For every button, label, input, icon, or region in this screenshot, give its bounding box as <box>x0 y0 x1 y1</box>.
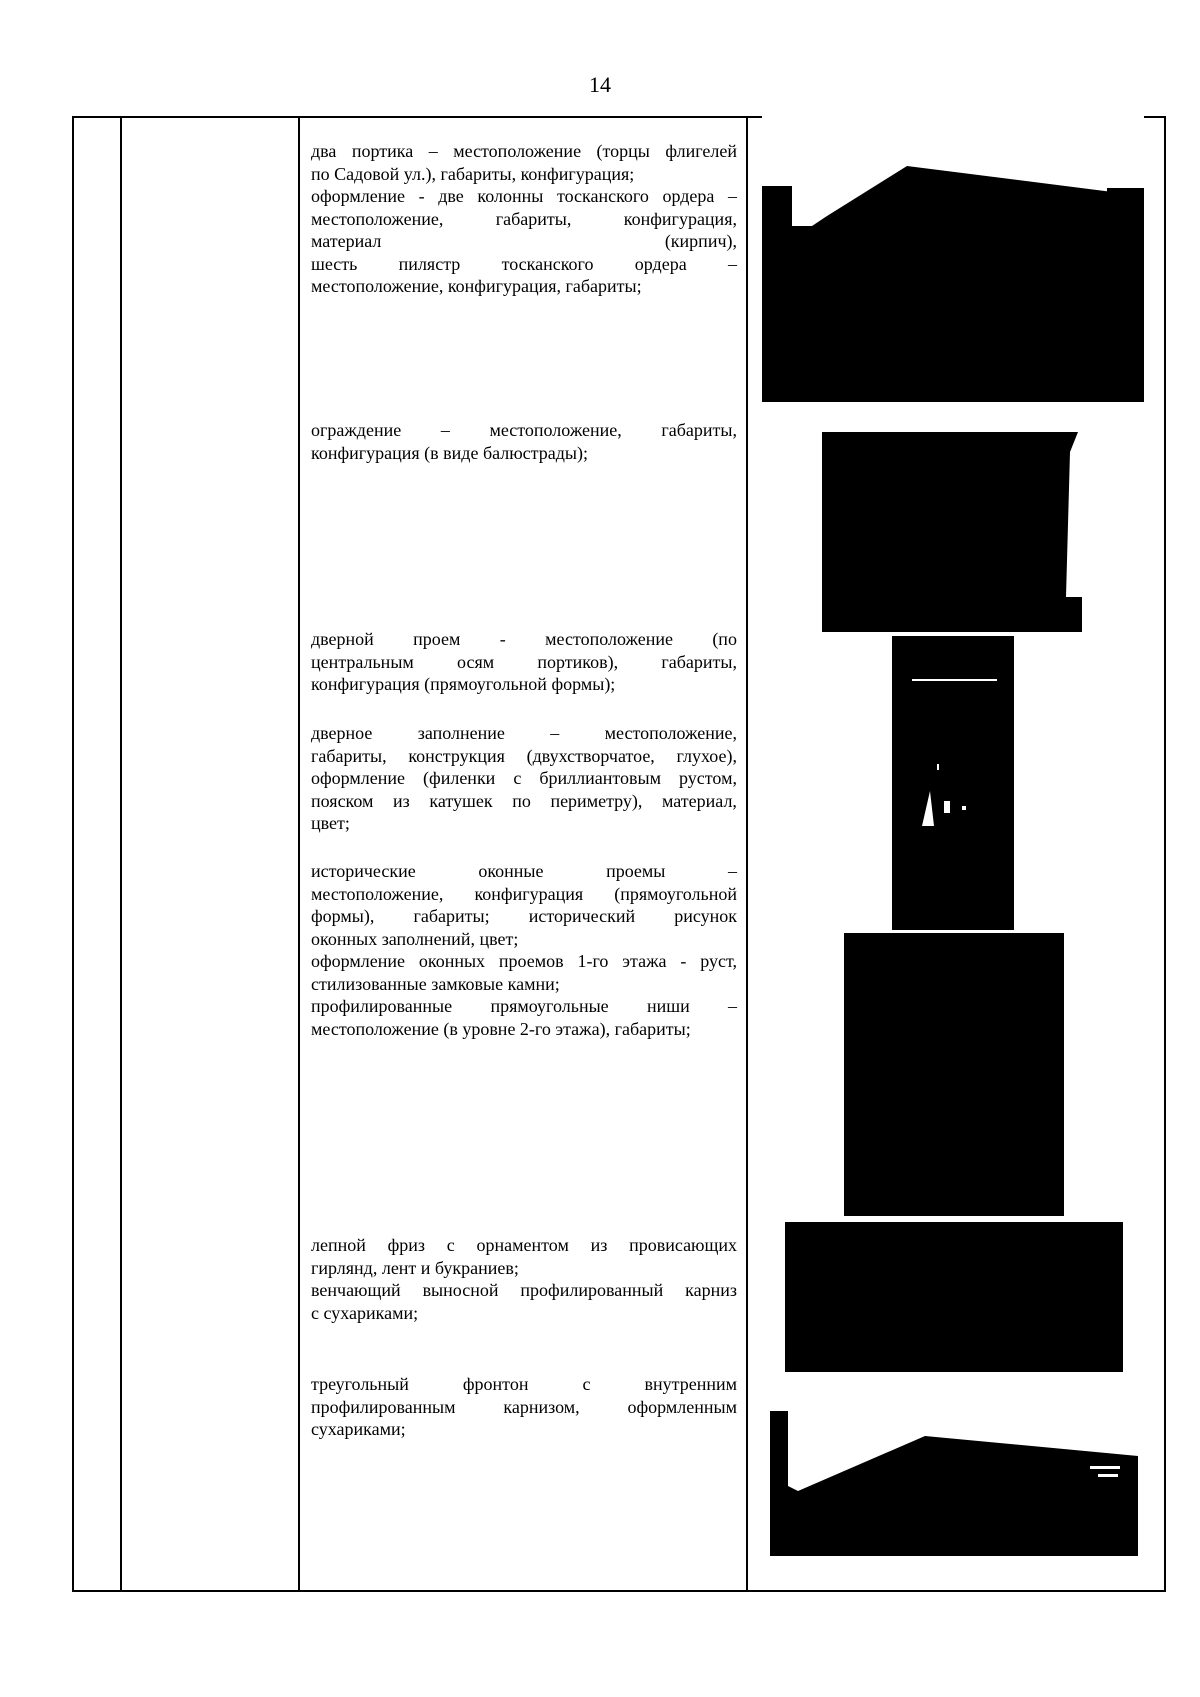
window-photo <box>844 933 1064 1216</box>
text-line: гирлянд, лент и букраниев; <box>311 1257 519 1278</box>
column-divider-3 <box>746 116 748 1592</box>
text-line: центральным осям портиков), габариты, <box>311 651 737 672</box>
text-line: шесть пилястр тосканского ордера – <box>311 253 737 274</box>
text-line: два портика – местоположение (торцы флигелей <box>311 141 737 161</box>
column-divider-1 <box>120 116 122 1592</box>
text-block-door-filling <box>311 722 737 835</box>
text-line: пояском из катушек по периметру), материал, <box>311 790 737 811</box>
text-line: цвет; <box>311 813 350 833</box>
text-block-fence <box>311 419 737 464</box>
text-line: треугольный фронтон с внутренним <box>311 1374 737 1394</box>
column-divider-2 <box>298 116 300 1592</box>
text-block-frieze <box>311 1234 737 1324</box>
pediment-photo <box>770 1376 1138 1556</box>
text-line: местоположение (в уровне 2-го этажа), габариты; <box>311 1018 691 1039</box>
text-line: стилизованные замковые камни; <box>311 973 560 994</box>
text-line: оформление - две колонны тосканского ордера – <box>311 186 737 206</box>
text-line: оконных заполнений, цвет; <box>311 928 519 949</box>
text-block-doorway <box>311 628 737 696</box>
text-line: ограждение – местоположение, габариты, <box>311 420 737 440</box>
text-line: конфигурация (прямоугольной формы); <box>311 674 616 694</box>
text-line: дверное заполнение – местоположение, <box>311 723 737 743</box>
text-line: местоположение, конфигурация, габариты; <box>311 276 642 296</box>
text-block-pediment <box>311 1373 737 1441</box>
text-line: дверной проем - местоположение (по <box>311 629 737 649</box>
text-line: лепной фриз с орнаментом из провисающих <box>311 1235 737 1255</box>
text-line: по Садовой ул.), габариты, конфигурация; <box>311 163 635 184</box>
door-photo <box>892 636 1014 930</box>
text-line: габариты, конструкция (двухстворчатое, глухое), <box>311 745 737 766</box>
text-line: венчающий выносной профилированный карниз <box>311 1280 737 1300</box>
text-block-porticos <box>311 140 737 298</box>
text-line: оформление оконных проемов 1-го этажа - руст, <box>311 951 737 971</box>
text-line: с сухариками; <box>311 1302 419 1323</box>
balustrade-photo <box>822 432 1082 632</box>
text-line: профилированным карнизом, оформленным <box>311 1396 737 1417</box>
text-line: формы), габариты; исторический рисунок <box>311 906 737 926</box>
portico-photo <box>762 116 1144 402</box>
text-line: материал (кирпич), <box>311 231 737 251</box>
text-line: конфигурация (в виде балюстрады); <box>311 442 588 463</box>
text-line: исторические оконные проемы – <box>311 861 737 881</box>
text-block-windows <box>311 860 737 1040</box>
frieze-photo <box>785 1222 1123 1372</box>
text-line: местоположение, конфигурация (прямоугольной <box>311 883 737 904</box>
text-line: оформление (филенки с бриллиантовым рустом, <box>311 768 737 788</box>
text-line: профилированные прямоугольные ниши – <box>311 996 737 1016</box>
text-line: сухариками; <box>311 1419 406 1439</box>
text-line: местоположение, габариты, конфигурация, <box>311 208 737 229</box>
page-number: 14 <box>589 72 611 97</box>
